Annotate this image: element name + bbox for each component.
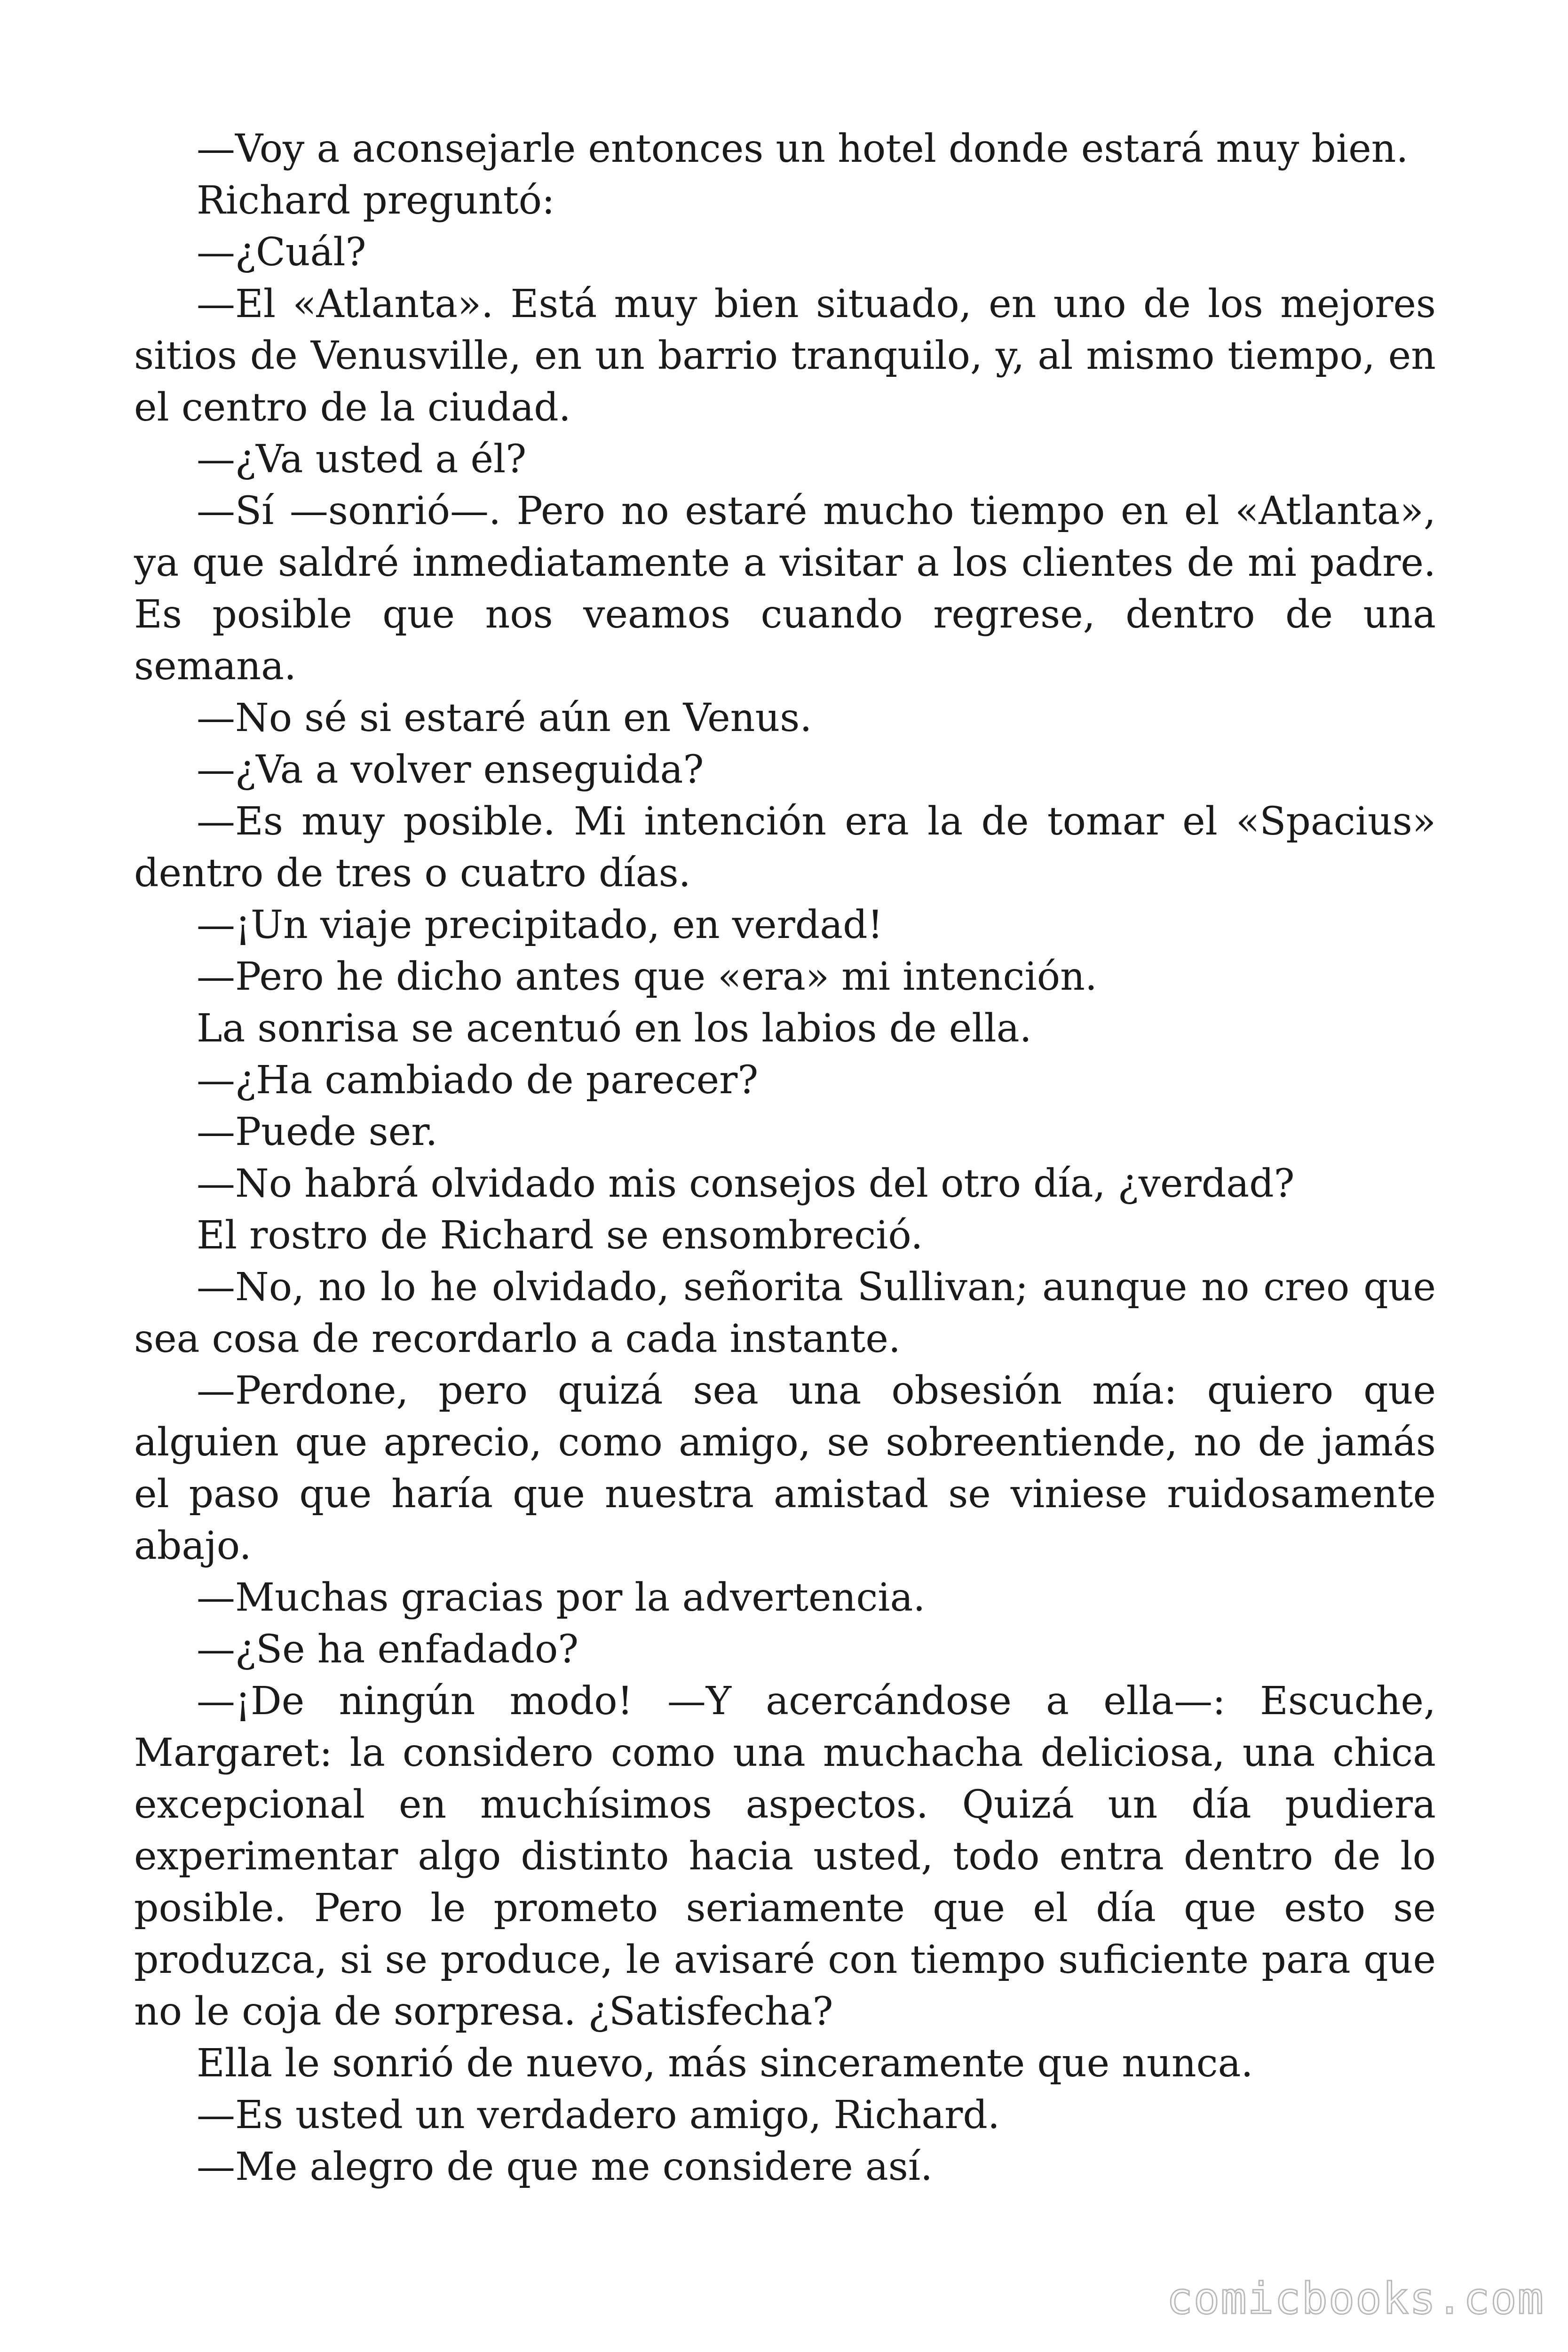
paragraph: Ella le sonrió de nuevo, más sinceramente que nunca.: [197, 2041, 1253, 2086]
paragraph: —Muchas gracias por la advertencia.: [197, 1575, 926, 1620]
paragraph: —¡Un viaje precipitado, en verdad!: [197, 903, 883, 947]
paragraph: —Es muy posible. Mi intención era la de tomar el «Spacius» dentro de tres o cuatro días.: [134, 799, 1436, 896]
paragraph: —¿Se ha enfadado?: [197, 1627, 579, 1672]
page-text: [134, 123, 1436, 2193]
paragraph: —No habrá olvidado mis consejos del otro día, ¿verdad?: [197, 1161, 1295, 1206]
paragraph: —El «Atlanta». Está muy bien situado, en uno de los mejores sitios de Venusville, en un barrio tranquilo, y, al mismo tiempo, en el centro de la ciudad.: [134, 282, 1436, 430]
paragraph: El rostro de Richard se ensombreció.: [197, 1213, 923, 1258]
paragraph: —Pero he dicho antes que «era» mi intención.: [197, 954, 1097, 999]
paragraph: —Puede ser.: [197, 1110, 438, 1154]
paragraph: —¿Ha cambiado de parecer?: [197, 1058, 759, 1103]
paragraph: —¿Va usted a él?: [197, 437, 527, 482]
paragraph: —¿Va a volver enseguida?: [197, 747, 704, 792]
paragraph: —Sí —sonrió—. Pero no estaré mucho tiempo en el «Atlanta», ya que saldré inmediatamente a visitar a los clientes de mi padre. Es posible que nos veamos cuando regrese, dentro de una semana.: [134, 489, 1436, 689]
watermark: comicbooks.com: [1166, 2273, 1544, 2324]
paragraph: —Es usted un verdadero amigo, Richard.: [197, 2093, 1000, 2137]
paragraph: —Voy a aconsejarle entonces un hotel donde estará muy bien.: [197, 127, 1409, 171]
paragraph: —No sé si estaré aún en Venus.: [197, 696, 812, 740]
paragraph: —¡De ningún modo! —Y acercándose a ella—: Escuche, Margaret: la considero como una muchacha deliciosa, una chica excepcional en muchísimos aspectos. Quizá un día pudiera experimentar algo distinto hacia usted, todo entra dentro de lo posible. Pero le prometo seriamente que el día que esto se produzca, si se produce, le avisaré con tiempo suficiente para que no le coja de sorpresa. ¿Satisfecha?: [134, 1679, 1436, 2034]
paragraph: —No, no lo he olvidado, señorita Sullivan; aunque no creo que sea cosa de recordarlo a cada instante.: [134, 1265, 1436, 1361]
paragraph: La sonrisa se acentuó en los labios de ella.: [197, 1006, 1032, 1051]
paragraph: —¿Cuál?: [197, 230, 366, 275]
paragraph: —Perdone, pero quizá sea una obsesión mía: quiero que alguien que aprecio, como amigo, se sobreentiende, no de jamás el paso que haría que nuestra amistad se viniese ruidosamente abajo.: [134, 1368, 1436, 1568]
paragraph: Richard preguntó:: [197, 178, 555, 223]
paragraph: —Me alegro de que me considere así.: [197, 2145, 933, 2189]
